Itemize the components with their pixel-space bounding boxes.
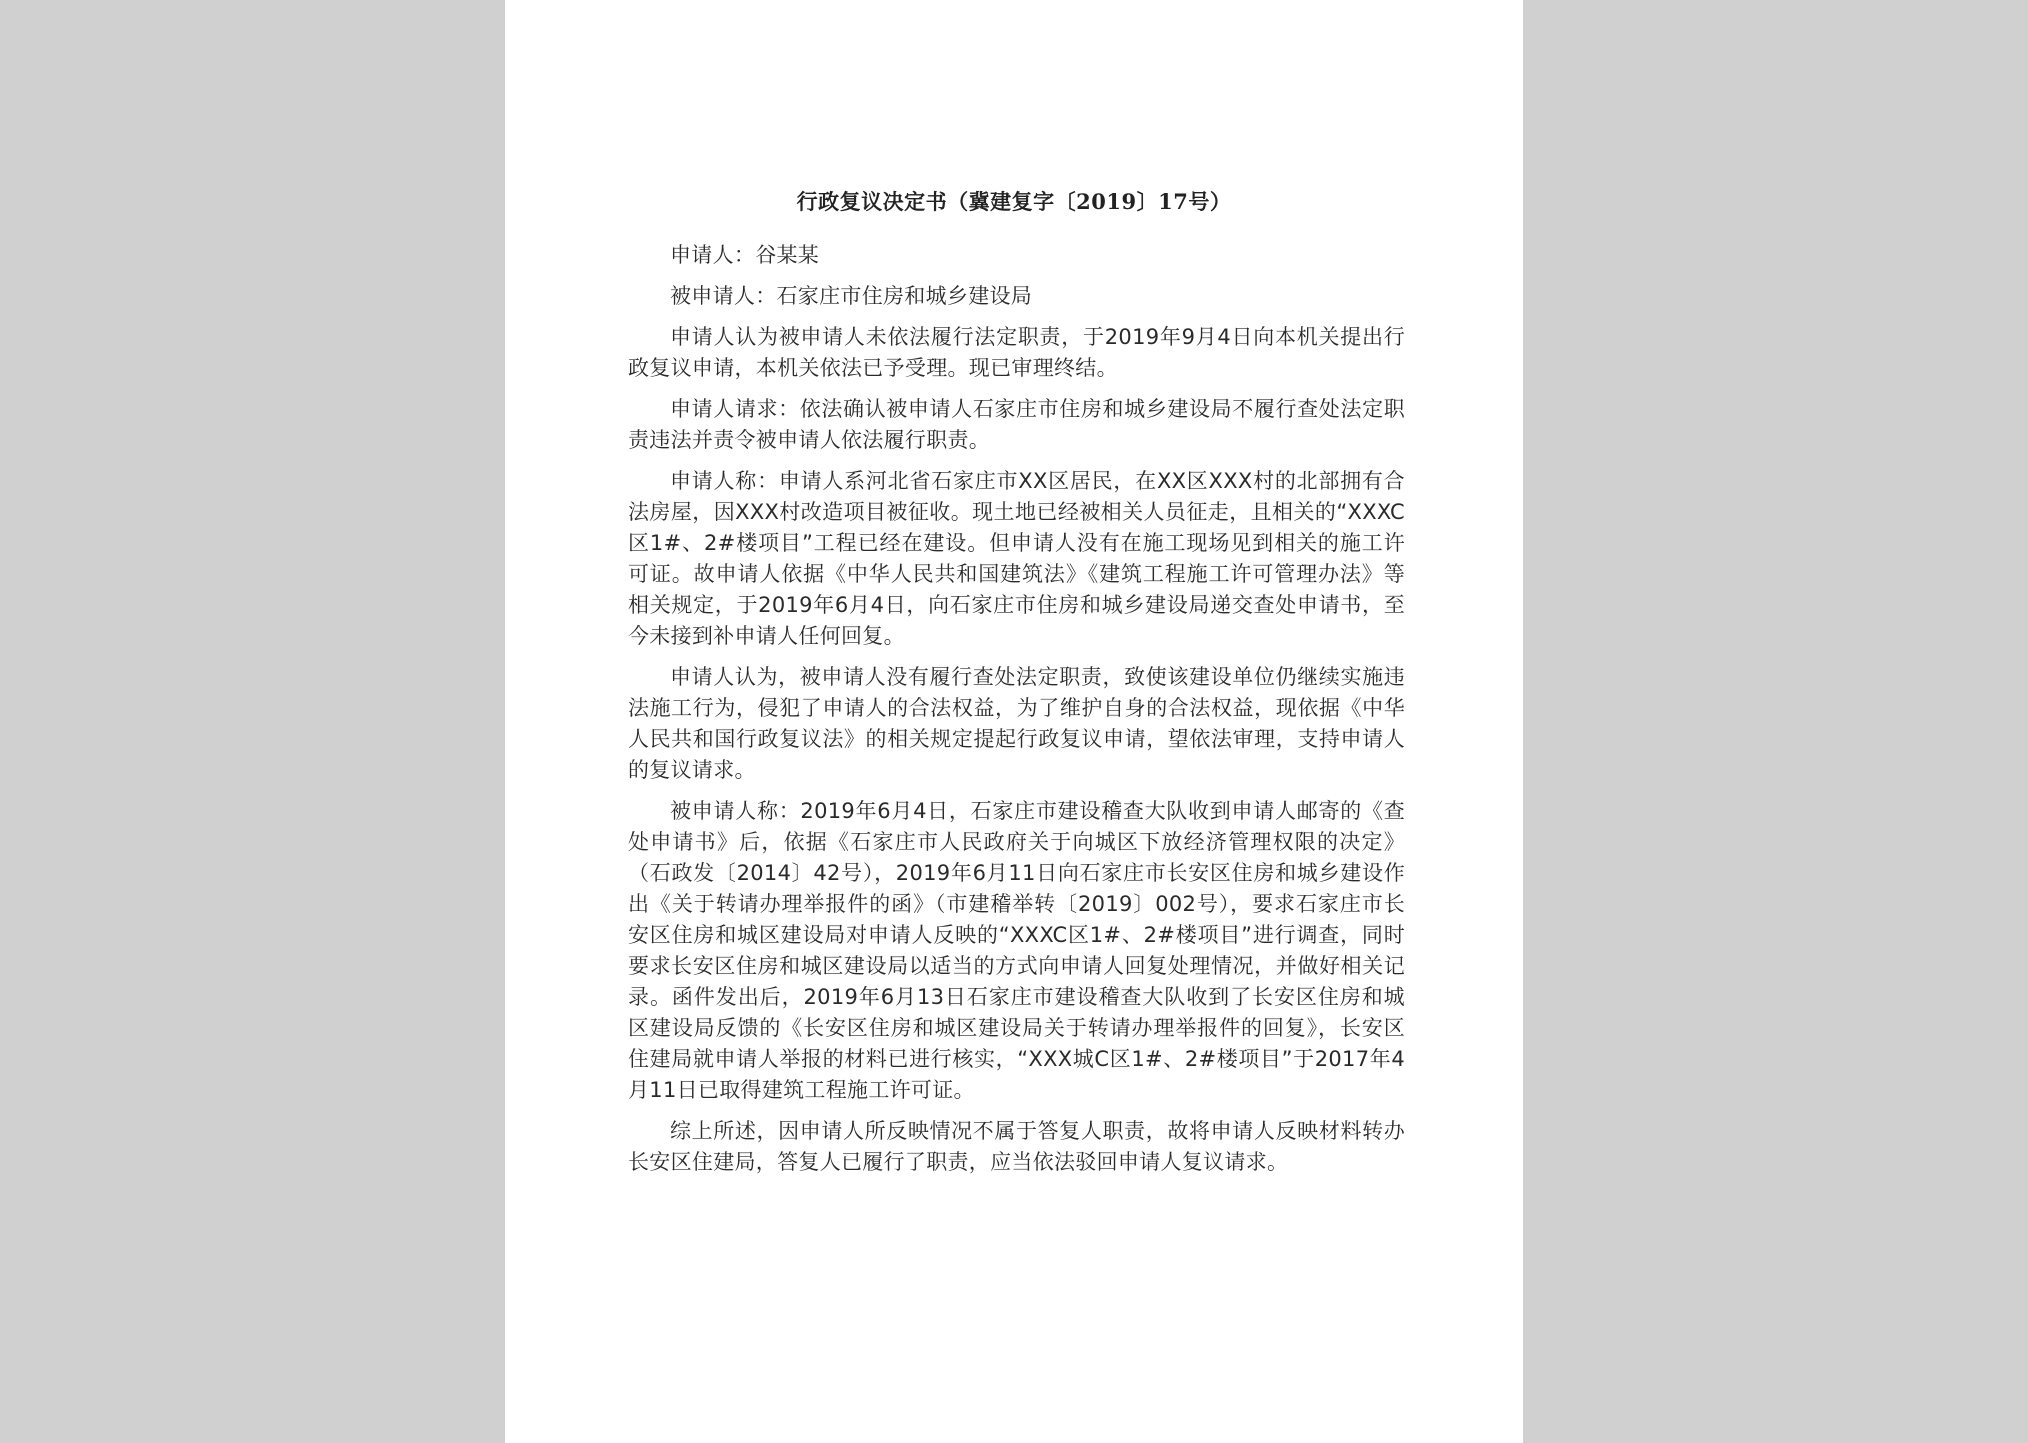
paragraph-intro: 申请人认为被申请人未依法履行法定职责，于2019年9月4日向本机关提出行政复议申请，本机关依法已予受理。现已审理终结。 bbox=[628, 325, 1405, 380]
paragraph-applicant-view: 申请人认为，被申请人没有履行查处法定职责，致使该建设单位仍继续实施违法施工行为，侵犯了申请人的合法权益，为了维护自身的合法权益，现依据《中华人民共和国行政复议法》的相关规定提起行政复议申请，望依法审理，支持申请人的复议请求。 bbox=[628, 665, 1405, 782]
applicant-line: 申请人：谷某某 bbox=[670, 243, 820, 267]
document-page bbox=[505, 0, 1523, 1443]
document-title: 行政复议决定书（冀建复字〔2019〕17号） bbox=[796, 189, 1232, 214]
paragraph-applicant-claim: 申请人称：申请人系河北省石家庄市XX区居民，在XX区XXX村的北部拥有合法房屋，因XXX村改造项目被征收。现土地已经被相关人员征走，且相关的“XXXC区1#、2#楼项目”工程已经在建设。但申请人没有在施工现场见到相关的施工许可证。故申请人依据《中华人民共和国建筑法》《建筑工程施工许可管理办法》等相关规定，于2019年6月4日，向石家庄市住房和城乡建设局递交查处申请书，至今未接到补申请人任何回复。 bbox=[628, 469, 1405, 648]
paragraph-respondent-claim: 被申请人称：2019年6月4日，石家庄市建设稽查大队收到申请人邮寄的《查处申请书》后，依据《石家庄市人民政府关于向城区下放经济管理权限的决定》（石政发〔2014〕42号），2019年6月11日向石家庄市长安区住房和城乡建设作出《关于转请办理举报件的函》（市建稽举转〔2019〕002号），要求石家庄市长安区住房和城区建设局对申请人反映的“XXXC区1#、2#楼项目”进行调查，同时要求长安区住房和城区建设局以适当的方式向申请人回复处理情况，并做好相关记录。函件发出后，2019年6月13日石家庄市建设稽查大队收到了长安区住房和城区建设局反馈的《长安区住房和城区建设局关于转请办理举报件的回复》，长安区住建局就申请人举报的材料已进行核实，“XXX城C区1#、2#楼项目”于2017年4月11日已取得建筑工程施工许可证。 bbox=[628, 799, 1405, 1102]
paragraph-summary: 综上所述，因申请人所反映情况不属于答复人职责，故将申请人反映材料转办长安区住建局，答复人已履行了职责，应当依法驳回申请人复议请求。 bbox=[628, 1119, 1405, 1174]
respondent-line: 被申请人：石家庄市住房和城乡建设局 bbox=[670, 284, 1033, 308]
document-body bbox=[628, 240, 1405, 1188]
paragraph-request: 申请人请求：依法确认被申请人石家庄市住房和城乡建设局不履行查处法定职责违法并责令被申请人依法履行职责。 bbox=[628, 397, 1405, 452]
